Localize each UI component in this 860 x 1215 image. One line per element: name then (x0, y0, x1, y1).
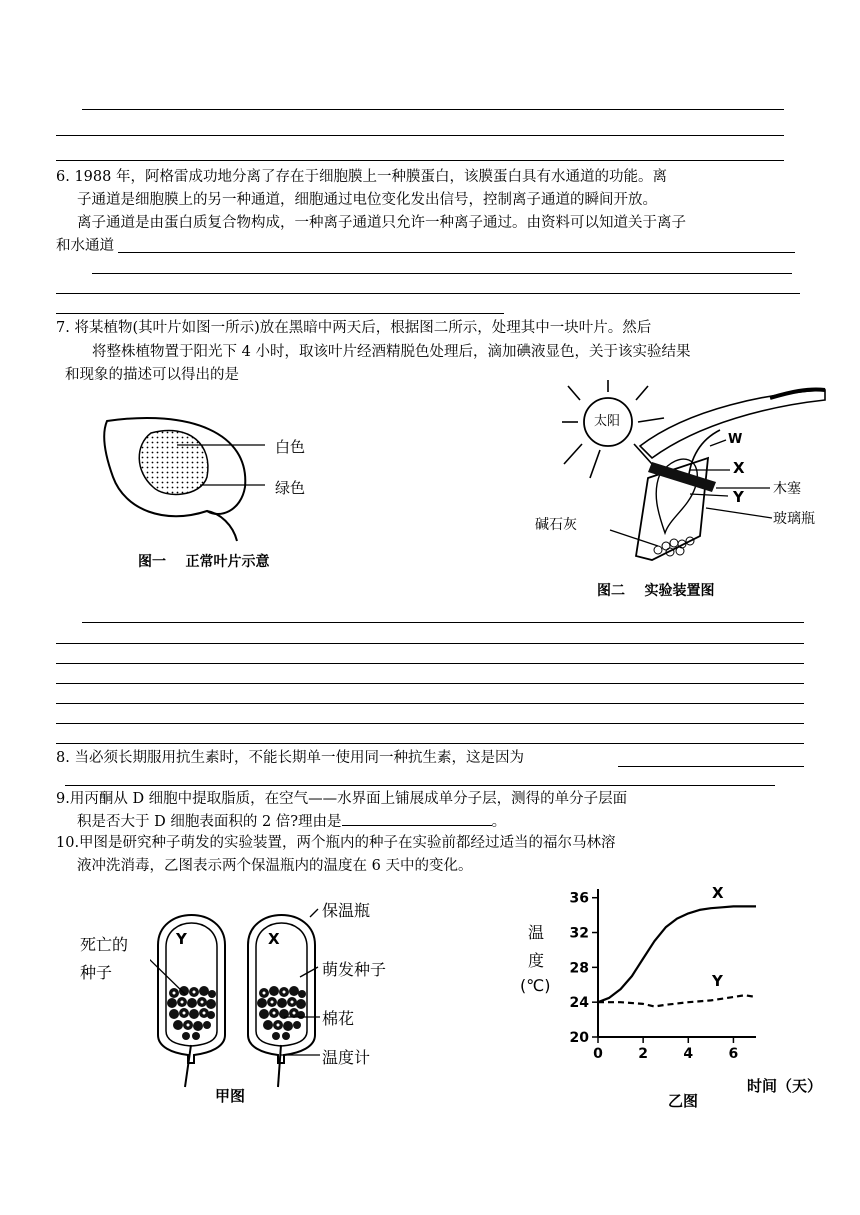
leaf-stem (207, 511, 237, 541)
y-tick-label: 20 (569, 1030, 589, 1046)
w-label: W (728, 432, 743, 447)
q7-line1: 7. 将某植物(其叶片如图一所示)放在黑暗中两天后，根据图二所示，处理其中一块叶片。然后 (56, 320, 652, 336)
answer-line (65, 785, 775, 786)
chart-series-y-label: Y (712, 972, 723, 990)
fig-a-caption: 甲图 (215, 1087, 246, 1105)
q9-blank[interactable] (342, 811, 492, 826)
flask-figure (150, 895, 320, 1090)
q10-line1: 10.甲图是研究种子萌发的实验装置，两个瓶内的种子在实验前都经过适当的福尔马林溶 (56, 835, 616, 851)
q6-line3: 离子通道是由蛋白质复合物构成，一种离子通道只允许一种离子通过。由资料可以知道关于离子 (77, 215, 686, 231)
jar-label: 玻璃瓶 (773, 511, 815, 527)
answer-line (56, 293, 800, 294)
y-tick-label: 24 (569, 995, 589, 1012)
answer-line (56, 703, 804, 704)
answer-line (92, 273, 792, 274)
flask-y-label: Y (176, 930, 187, 948)
q8-line1: 8. 当必须长期服用抗生素时，不能长期单一使用同一种抗生素，这是因为 (56, 750, 524, 766)
q7-line2: 将整株植物置于阳光下 4 小时，取该叶片经酒精脱色处理后，滴加碘液显色，关于该实验结果 (92, 344, 691, 360)
answer-line (56, 313, 504, 314)
chart-series-x-label: X (712, 884, 724, 902)
q6-line4: 和水通道 (56, 238, 114, 254)
chart-xlabel: 时间（天） (747, 1077, 823, 1095)
fig-b-caption: 乙图 (668, 1092, 699, 1110)
x-label: X (733, 459, 745, 477)
chart-axes (598, 889, 756, 1037)
y-tick-label: 28 (569, 960, 589, 977)
thermos-label: 保温瓶 (322, 901, 371, 920)
thermometer-label: 温度计 (322, 1048, 371, 1067)
soda-lime-label: 碱石灰 (535, 517, 577, 533)
q10-line2: 液冲洗消毒，乙图表示两个保温瓶内的温度在 6 天中的变化。 (77, 858, 473, 874)
answer-line (56, 683, 804, 684)
q7-line3: 和现象的描述可以得出的是 (65, 367, 239, 383)
q6-line1: 6. 1988 年，阿格雷成功地分离了存在于细胞膜上一种膜蛋白，该膜蛋白具有水通道的功能。离 (56, 169, 667, 185)
series-line-x (598, 906, 756, 1002)
answer-line (618, 766, 804, 767)
answer-line (82, 622, 804, 623)
leaf-white-label: 白色 (275, 438, 306, 456)
fig2-caption: 图二 实验装置图 (597, 583, 715, 599)
answer-line (56, 643, 804, 644)
flask-x-label: X (268, 930, 280, 948)
x-tick-label: 0 (593, 1046, 603, 1062)
leaf-green-label: 绿色 (275, 479, 306, 497)
q9-line2-end: 。 (491, 814, 507, 830)
answer-line (56, 723, 804, 724)
chart-ylabel-3: (℃) (520, 976, 551, 995)
dead-seed-label-1: 死亡的 (80, 935, 129, 954)
cotton-label: 棉花 (322, 1009, 355, 1028)
chart-ylabel-1: 温 (528, 923, 545, 942)
x-tick-label: 4 (683, 1046, 694, 1062)
series-line-y (598, 995, 756, 1006)
leaf-green-area (139, 431, 208, 495)
cork-label: 木塞 (773, 481, 801, 497)
y-tick-label: 32 (569, 925, 589, 942)
q9-line2 (77, 811, 506, 832)
answer-line (118, 252, 795, 253)
temperature-chart (560, 880, 800, 1080)
q6-line2: 子通道是细胞膜上的另一种通道，细胞通过电位变化发出信号，控制离子通道的瞬间开放。 (77, 192, 657, 208)
fig1-caption: 图一 正常叶片示意 (138, 554, 270, 570)
answer-line (56, 160, 784, 161)
x-tick-label: 2 (638, 1046, 649, 1062)
chart-ylabel-2: 度 (528, 951, 545, 970)
answer-line (82, 109, 784, 110)
sun-label: 太阳 (594, 414, 621, 429)
q9-line1: 9.用丙酮从 D 细胞中提取脂质，在空气——水界面上铺展成单分子层，测得的单分子层面 (56, 791, 628, 807)
y-label: Y (733, 488, 744, 506)
chart-series (598, 906, 756, 1006)
dead-seed-label-2: 种子 (80, 963, 113, 982)
apparatus-figure (540, 378, 830, 573)
answer-line (56, 663, 804, 664)
answer-line (56, 135, 784, 136)
sprouting-seed-label: 萌发种子 (322, 960, 387, 979)
answer-line (56, 743, 804, 744)
x-tick-label: 6 (728, 1046, 739, 1062)
y-tick-label: 36 (569, 890, 589, 907)
q9-line2-text: 积是否大于 D 细胞表面积的 2 倍?理由是 (77, 814, 342, 830)
leaf-figure (95, 415, 275, 545)
